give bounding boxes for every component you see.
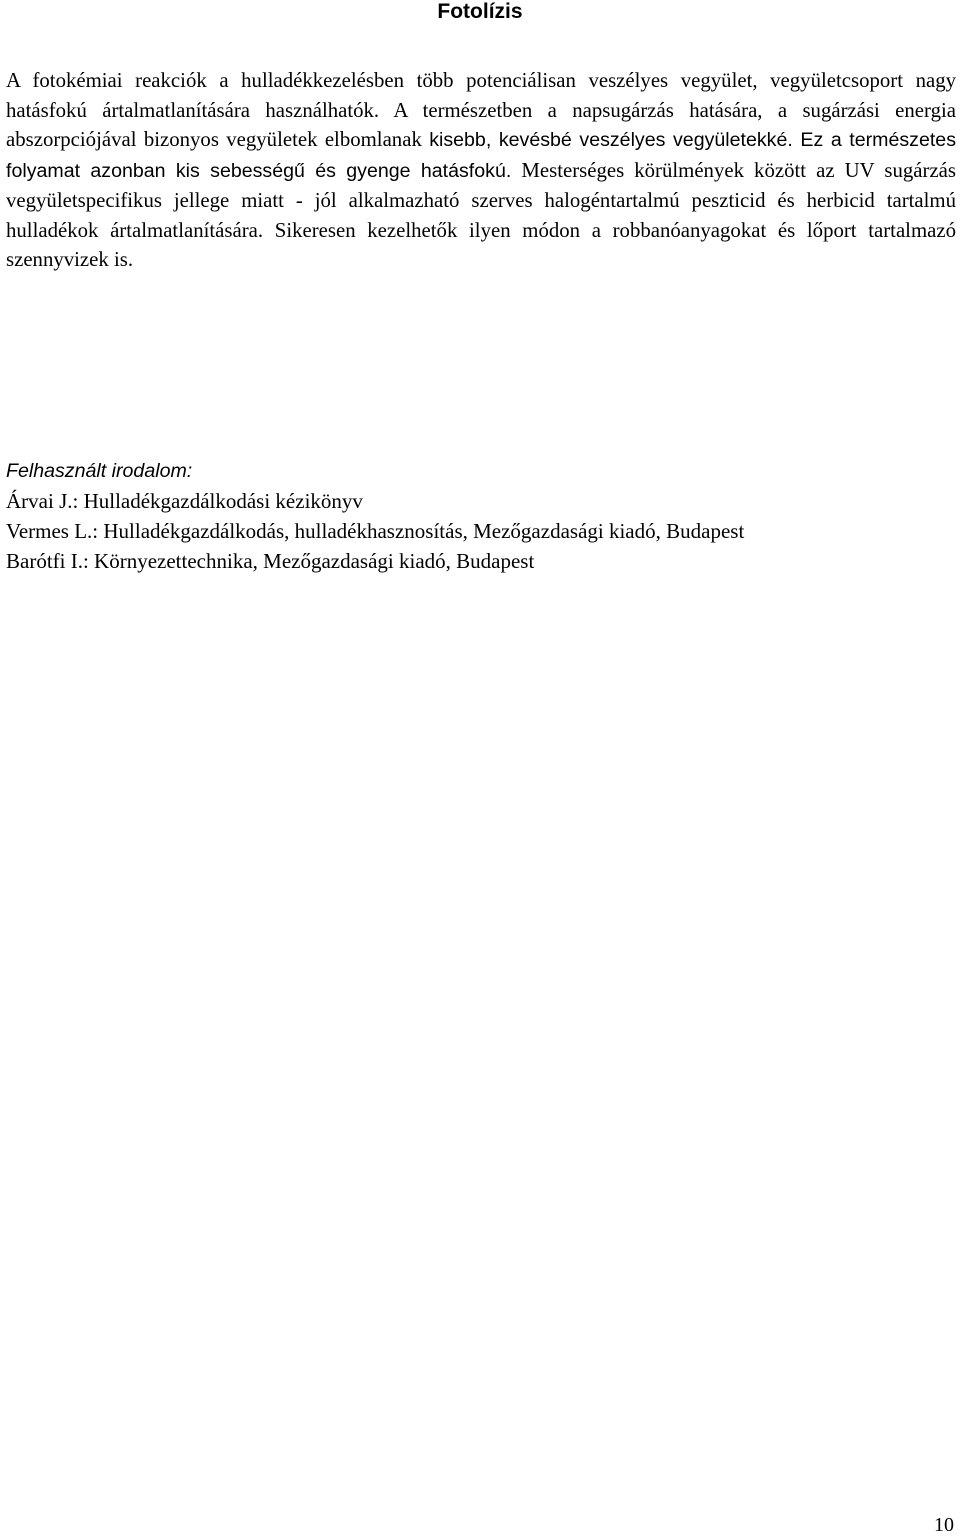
references-heading: Felhasznált irodalom:: [6, 460, 193, 482]
page-title: Fotolízis: [437, 0, 523, 23]
paragraph-part-1: A fotokémiai reakciók a hulladékkezelésben több potenciálisan veszélyes vegyület, vegyületcsoport nagy hatásfokú ártalmatlanítására használhatók. A természetben a napsugárzás hatására, a sugárzási energia abszorpciójával bizonyos vegyületek elbomlanak: [6, 69, 956, 151]
reference-item: Vermes L.: Hulladékgazdálkodás, hulladékhasznosítás, Mezőgazdasági kiadó, Budapest: [6, 519, 745, 543]
body-paragraph: [6, 66, 956, 275]
references-section: [6, 456, 956, 576]
paragraph-part-3: Mesterséges körülmények között az UV sugárzás vegyületspecifikus jellege miatt - jól alkalmazható szerves halogéntartalmú peszticid és herbicid tartalmú hulladékok ártalmatlanítására. Sikeresen kezelhetők ilyen módon a robbanóanyagokat és lőport tartalmazó szennyvizek is.: [6, 158, 957, 271]
reference-item: Barótfi I.: Környezettechnika, Mezőgazdasági kiadó, Budapest: [6, 549, 535, 573]
paragraph-part-2: kisebb, kevésbé veszélyes vegyületekké. Ez a természetes folyamat azonban kis sebességű és gyenge hatásfokú.: [6, 129, 957, 182]
reference-item: Árvai J.: Hulladékgazdálkodási kézikönyv: [6, 489, 363, 513]
page-number: 10: [934, 1514, 954, 1536]
